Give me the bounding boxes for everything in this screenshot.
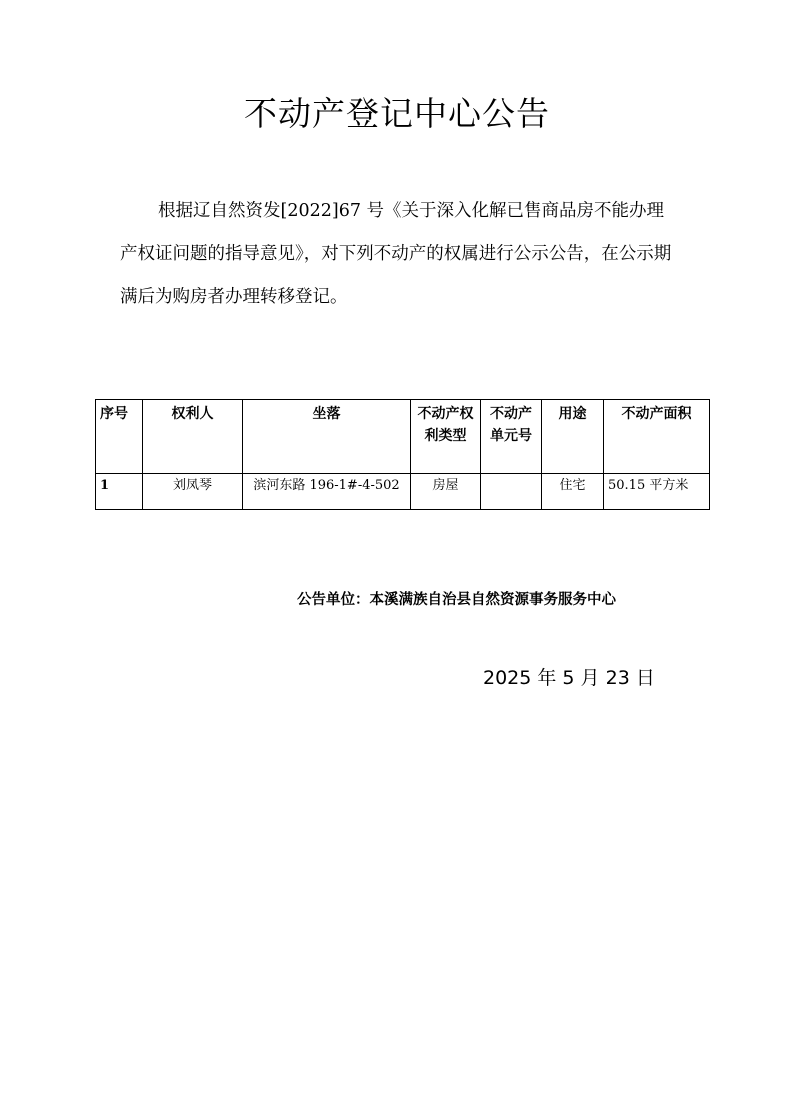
header-right-holder: 权利人	[143, 400, 243, 474]
issuing-unit: 公告单位：本溪满族自治县自然资源事务服务中心	[297, 592, 616, 608]
cell-area: 50.15 平方米	[604, 474, 710, 510]
header-area: 不动产面积	[604, 400, 710, 474]
header-usage: 用途	[542, 400, 604, 474]
notice-paragraph: 根据辽自然资发[2022]67 号《关于深入化解已售商品房不能办理产权证问题的指导意见》，对下列不动产的权属进行公示公告，在公示期满后为购房者办理转移登记。	[120, 201, 672, 307]
table-row	[96, 474, 710, 510]
cell-serial-number: 1	[96, 474, 143, 510]
page-title: 不动产登记中心公告	[244, 94, 550, 133]
header-unit-number: 不动产单元号	[481, 400, 542, 474]
cell-usage: 住宅	[542, 474, 604, 510]
cell-unit-number	[481, 474, 542, 510]
property-table	[95, 399, 710, 510]
cell-right-holder: 刘凤琴	[143, 474, 243, 510]
header-location: 坐落	[243, 400, 411, 474]
issue-date: 2025 年 5 月 23 日	[483, 667, 655, 689]
cell-location: 滨河东路 196-1#-4-502	[243, 474, 411, 510]
header-serial-number: 序号	[96, 400, 143, 474]
cell-right-type: 房屋	[411, 474, 481, 510]
header-right-type: 不动产权利类型	[411, 400, 481, 474]
table-header-row	[96, 400, 710, 474]
